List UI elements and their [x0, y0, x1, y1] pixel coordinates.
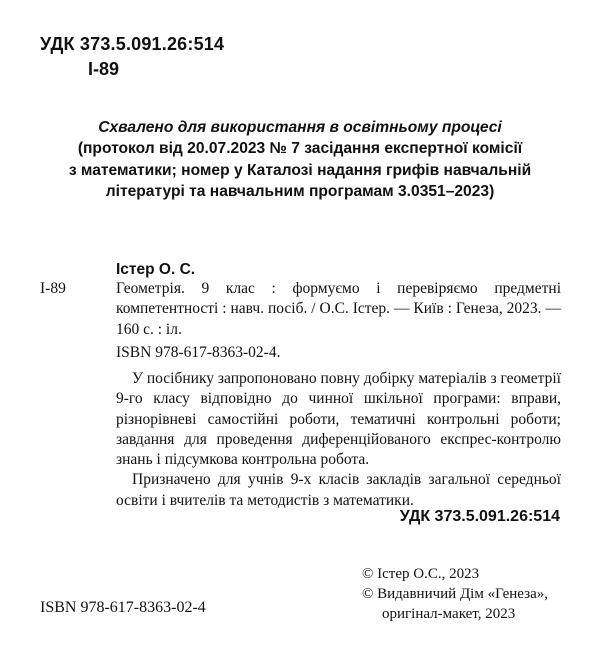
author-index-header: І-89	[88, 59, 120, 79]
copyright-author: © Істер О.С., 2023	[362, 566, 480, 582]
approval-line: літературі та навчальним програмам 3.0351–2023)	[105, 183, 495, 201]
approval-line: (протокол від 20.07.2023 № 7 засідання експертної комісії	[77, 140, 523, 158]
approval-line: з математики; номер у Каталозі надання грифів навчальній	[68, 161, 532, 179]
author-index-side: І-89	[40, 280, 66, 297]
annotation-paragraph: Призначено для учнів 9-х класів закладів загальної середньої освіти і вчителів та методистів з математики.	[116, 471, 561, 509]
udk-code-record: УДК 373.5.091.26:514	[399, 508, 560, 525]
isbn-footer: ISBN 978-617-8363-02-4	[40, 599, 206, 616]
copyright-layout: оригінал-макет, 2023	[382, 606, 516, 622]
annotation	[116, 369, 561, 511]
udk-code-header: УДК 373.5.091.26:514	[40, 34, 225, 54]
isbn-record: ISBN 978-617-8363-02-4.	[116, 344, 281, 361]
author-name: Істер О. С.	[116, 261, 196, 278]
annotation-paragraph: У посібнику запропоновано повну добірку матеріалів з геометрії 9-го класу відповідно до чинної шкільної програми: вправи, різнорівневі самостійні роботи, тематичні контрольні роботи; завдання для проведення диференційованого експрес-контролю знань і підсумкова контрольна робота.	[116, 370, 561, 469]
copyright-publisher: © Видавничий Дім «Генеза»,	[362, 586, 548, 602]
approval-title: Схвалено для використання в освітньому процесі	[98, 119, 502, 136]
approval-block	[20, 117, 580, 203]
bibliographic-description: Геометрія. 9 клас : формуємо і перевіряємо предметні компетентності : навч. посіб. / О.С. Істер. — Київ : Генеза, 2023. — 160 с. : іл.	[116, 280, 561, 338]
